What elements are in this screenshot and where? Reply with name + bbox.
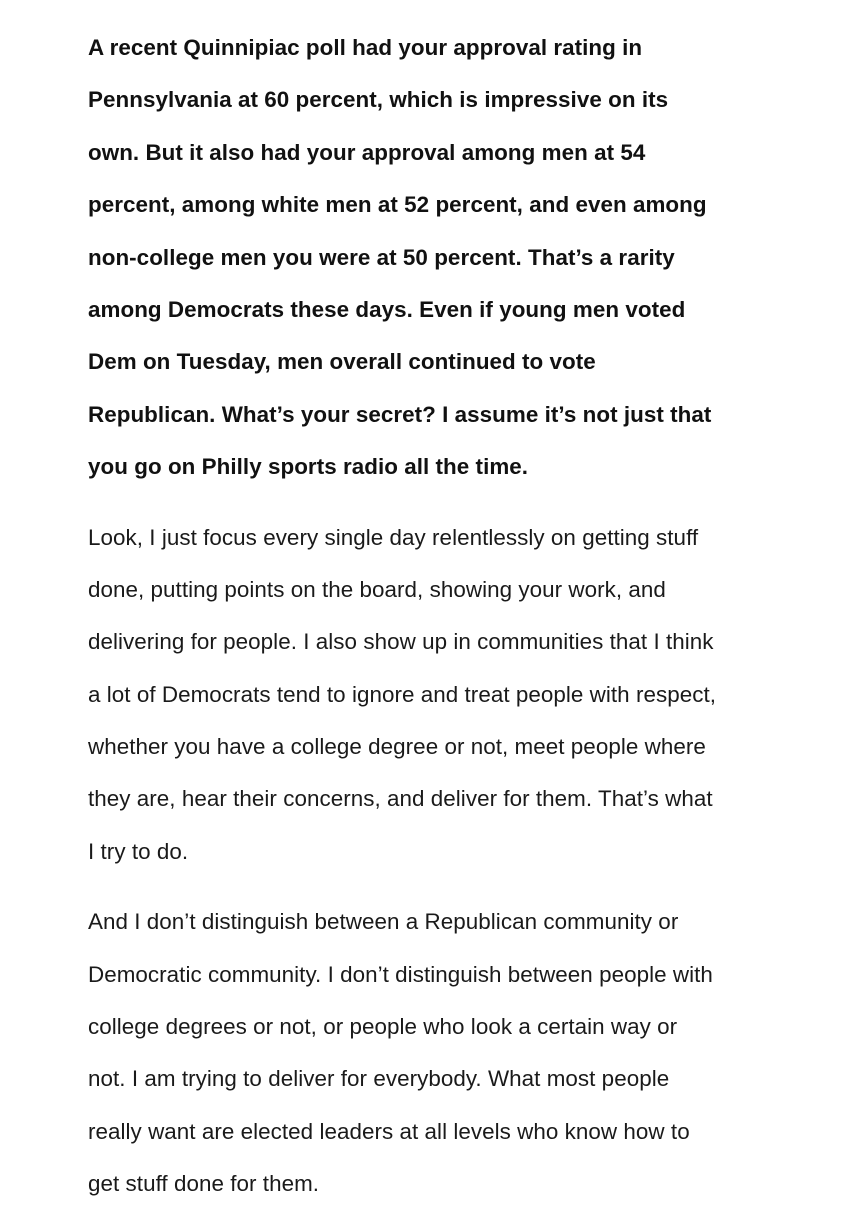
answer-line: college degrees or not, or people who look a certain way or <box>88 1014 678 1040</box>
question-line: Dem on Tuesday, men overall continued to vote <box>88 349 596 375</box>
answer-line: they are, hear their concerns, and deliver for them. That’s what <box>88 786 713 812</box>
answer-line: Look, I just focus every single day relentlessly on getting stuff <box>88 524 699 550</box>
answer-line: I try to do. <box>88 838 189 864</box>
question-line: Republican. What’s your secret? I assume it’s not just that <box>88 401 712 427</box>
article-body <box>88 22 808 1229</box>
answer-line: whether you have a college degree or not, meet people where <box>88 734 706 760</box>
question-line: you go on Philly sports radio all the time. <box>88 454 529 480</box>
answer-line: Democratic community. I don’t distinguish between people with <box>88 961 713 987</box>
question-line: among Democrats these days. Even if young men voted <box>88 296 686 322</box>
answer-paragraph-2 <box>88 896 808 1210</box>
answer-paragraph-1 <box>88 512 808 879</box>
question-line: A recent Quinnipiac poll had your approval rating in <box>88 35 643 60</box>
answer-line: done, putting points on the board, showing your work, and <box>88 576 666 602</box>
answer-line: a lot of Democrats tend to ignore and treat people with respect, <box>88 681 717 707</box>
question-line: non-college men you were at 50 percent. That’s a rarity <box>88 244 675 270</box>
question-paragraph <box>88 22 808 494</box>
question-line: Pennsylvania at 60 percent, which is impressive on its <box>88 87 669 113</box>
answer-line: really want are elected leaders at all levels who know how to <box>88 1118 690 1144</box>
question-line: own. But it also had your approval among men at 54 <box>88 139 646 165</box>
answer-line: delivering for people. I also show up in communities that I think <box>88 629 714 655</box>
answer-line: get stuff done for them. <box>88 1171 320 1197</box>
question-line: percent, among white men at 52 percent, and even among <box>88 192 707 218</box>
answer-line: And I don’t distinguish between a Republican community or <box>88 909 679 935</box>
answer-line: not. I am trying to deliver for everybody. What most people <box>88 1066 670 1092</box>
